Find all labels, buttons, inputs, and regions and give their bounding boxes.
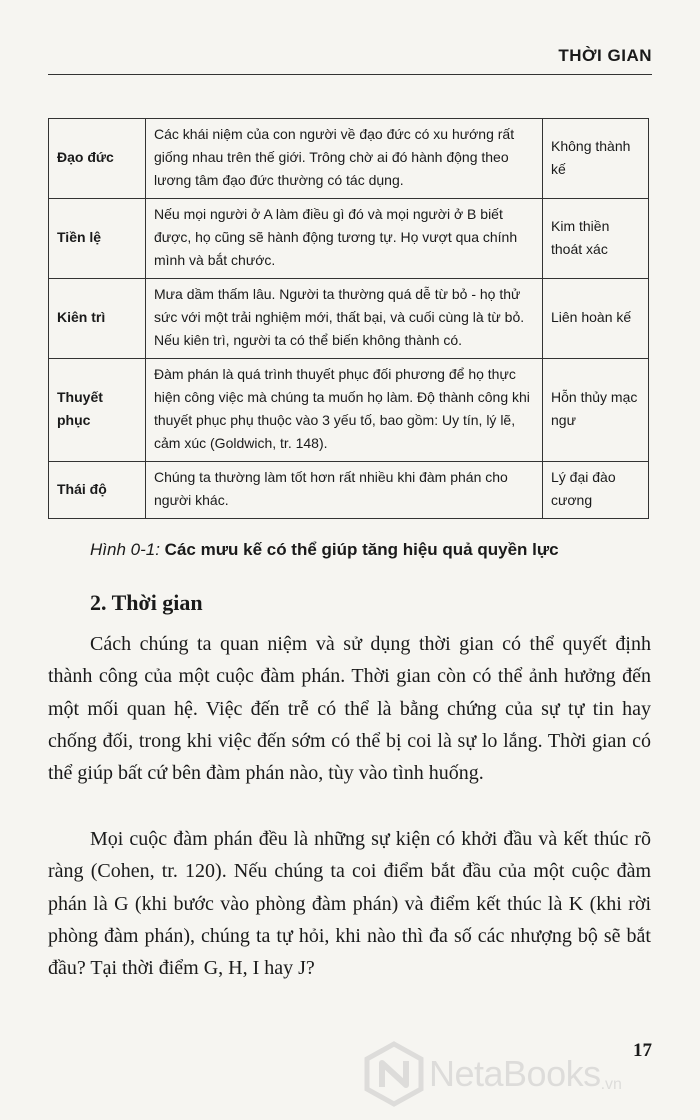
page-number: 17 (633, 1040, 652, 1061)
figure-caption-label: Hình 0-1: (90, 540, 160, 559)
watermark (363, 1040, 683, 1108)
table-cell-stratagem: Liên hoàn kế (543, 279, 649, 359)
table-cell-stratagem: Không thành kế (543, 119, 649, 199)
table-cell-description: Các khái niệm của con người về đạo đức có xu hướng rất giống nhau trên thế giới. Trông chờ ai đó hành động theo lương tâm đạo đức thường có tác dụng. (146, 119, 543, 199)
watermark-brand: NetaBooks (429, 1053, 601, 1094)
body-paragraph: Cách chúng ta quan niệm và sử dụng thời gian có thể quyết định thành công của một cuộc đàm phán. Thời gian còn có thể ảnh hưởng đến một mối quan hệ. Việc đến trễ có thể là bằng chứng của sự tự tin hay chống đối, trong khi việc đến sớm có thể bị coi là sự lo lắng. Thời gian có thể giúp bất cứ bên đàm phán nào, tùy vào tình huống. (48, 633, 651, 785)
table-cell-term: Tiền lệ (49, 199, 146, 279)
table-cell-stratagem: Kim thiền thoát xác (543, 199, 649, 279)
body-paragraph: Mọi cuộc đàm phán đều là những sự kiện có khởi đầu và kết thúc rõ ràng (Cohen, tr. 120). Nếu chúng ta coi điểm bắt đầu của một cuộc đàm phán là G (khi bước vào phòng đàm phán) và điểm kết thúc là K (khi rời phòng đàm phán), chúng ta tự hỏi, khi nào thì đa số các nhượng bộ sẽ bắt đầu? Tại thời điểm G, H, I hay J? (48, 828, 651, 980)
netabooks-logo-icon (363, 1041, 425, 1107)
running-head: THỜI GIAN (558, 46, 652, 65)
table-cell-description: Mưa dầm thấm lâu. Người ta thường quá dễ từ bỏ - họ thử sức với một trải nghiệm mới, thất bại, và cuối cùng là từ bỏ. Nếu kiên trì, người ta có thể biến không thành có. (146, 279, 543, 359)
table-cell-stratagem: Hỗn thủy mạc ngư (543, 359, 649, 462)
table-cell-description: Đàm phán là quá trình thuyết phục đối phương để họ thực hiện công việc mà chúng ta muốn họ làm. Độ thành công khi thuyết phục phụ thuộc vào 3 yếu tố, bao gồm: Uy tín, lý lẽ, cảm xúc (Goldwich, tr. 148). (146, 359, 543, 462)
table-cell-term: Đạo đức (49, 119, 146, 199)
table-cell-description: Nếu mọi người ở A làm điều gì đó và mọi người ở B biết được, họ cũng sẽ hành động tương tự. Họ vượt qua chính mình và bắt chước. (146, 199, 543, 279)
figure-caption-text: Các mưu kế có thể giúp tăng hiệu quả quyền lực (164, 540, 559, 559)
figure-caption (90, 540, 559, 560)
section-heading: 2. Thời gian (90, 590, 203, 615)
table-row (49, 462, 649, 519)
stratagem-table (48, 118, 649, 519)
watermark-suffix: .vn (600, 1076, 622, 1093)
table-row (49, 279, 649, 359)
table-cell-description: Chúng ta thường làm tốt hơn rất nhiều khi đàm phán cho người khác. (146, 462, 543, 519)
table-row (49, 119, 649, 199)
table-row (49, 199, 649, 279)
header-rule (48, 74, 652, 75)
table-cell-term: Thái độ (49, 462, 146, 519)
table-cell-term: Thuyết phục (49, 359, 146, 462)
table-cell-stratagem: Lý đại đào cương (543, 462, 649, 519)
table-cell-term: Kiên trì (49, 279, 146, 359)
table-row (49, 359, 649, 462)
